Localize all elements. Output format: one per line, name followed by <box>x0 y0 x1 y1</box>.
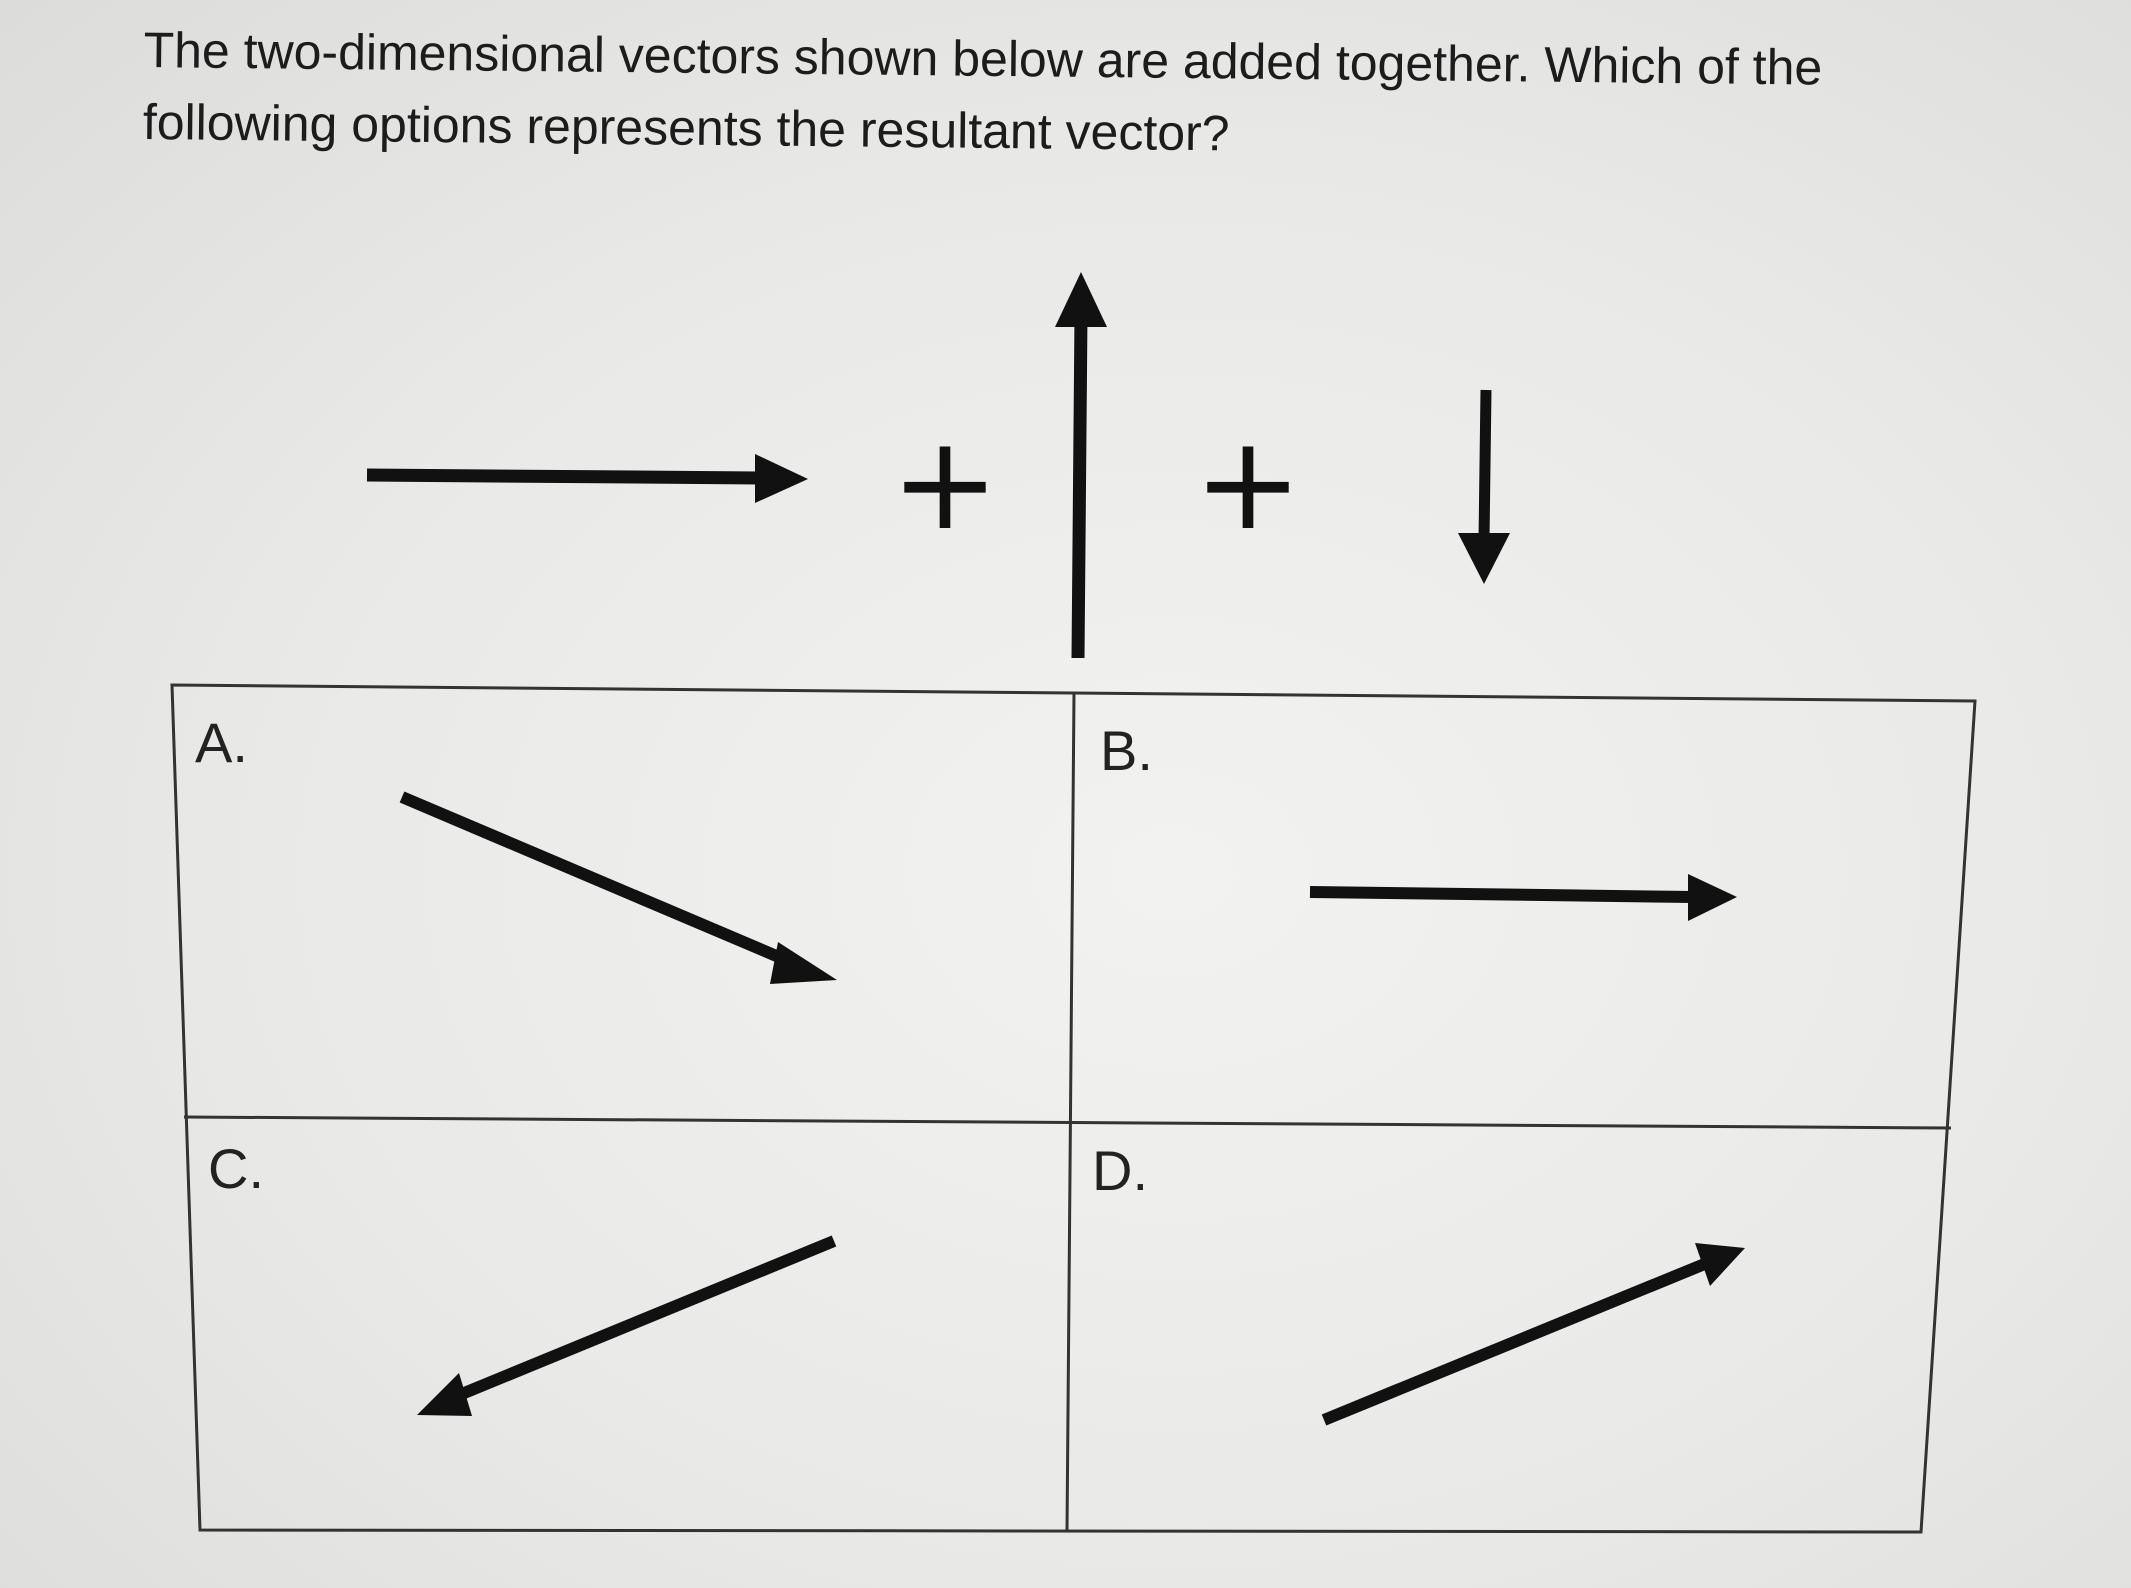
vector-down-arrow <box>1458 390 1510 584</box>
option-b-arrow[interactable] <box>1310 874 1737 921</box>
vector-right-arrow <box>367 454 808 503</box>
option-d-arrow[interactable] <box>1324 1243 1745 1420</box>
option-b-label[interactable]: B. <box>1100 719 1153 782</box>
option-a-arrow[interactable] <box>402 797 837 984</box>
option-d-label[interactable]: D. <box>1092 1139 1148 1202</box>
plus-sign-2: + <box>1193 407 1303 559</box>
option-c-label[interactable]: C. <box>208 1137 264 1200</box>
plus-sign-1: + <box>890 407 1000 559</box>
option-c-arrow[interactable] <box>417 1241 834 1416</box>
vector-up-arrow <box>1055 272 1107 658</box>
option-a-label[interactable]: A. <box>195 711 248 774</box>
question-text: The two-dimensional vectors shown below are added together. Which of the following options represents the resultant vector? <box>142 21 1823 162</box>
